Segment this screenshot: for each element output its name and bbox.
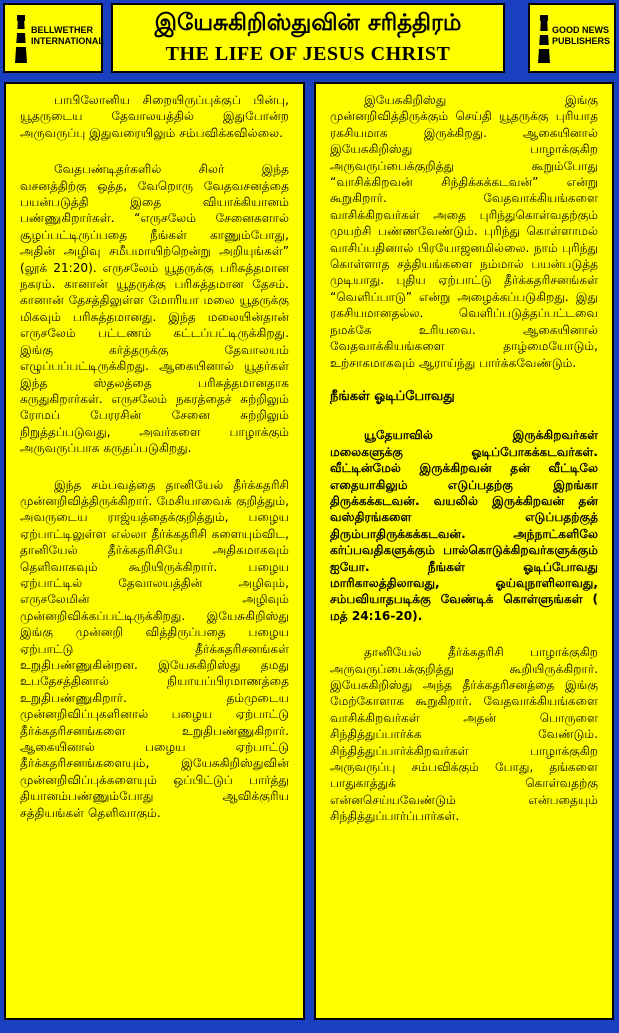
left-paragraph-1: பாபிலோனிய சிறையிருப்புக்குப் பின்பு, யூதருடைய தேவாலயத்தில் இதுபோன்ற அருவருப்பு இதுவரையிலும் சம்பவிக்கவில்லை. [20, 93, 289, 140]
lighthouse-icon [11, 15, 31, 65]
right-paragraph-3: தானியேல் தீர்க்கதரிசி பாழாக்குகிற அருவருப்பைக்குறித்து கூறியிருக்கிறார். இயேசுகிறிஸ்து அந்த தீர்க்கதரிசனத்தை இங்கு மேற்கோளாக கூறுகிறார். வேதவாக்கியங்களை வாசிக்கிறவர்கள் அதன் பொருளை சிந்தித்துப்பார்க்க வேண்டும். சிந்தித்துப்பார்க்கிறவர்கள் பாழாக்குகிற அருவருப்பு சம்பவிக்கும் போது, தங்களை பாதுகாத்துக் கொள்வதற்கு என்னசெய்யவேண்டும் என்பதையும் சிந்தித்துப்பார்ப்பார்கள். [330, 645, 598, 824]
right-logo-line2: PUBLISHERS [552, 36, 611, 46]
header [3, 3, 616, 79]
left-paragraph-2: வேதபண்டிதர்களில் சிலர் இந்த வசனத்திற்கு ஒத்த, வேறொரு வேதவசனத்தை பயன்படுத்தி இதை வியாக்கியானம் பண்ணுகிறார்கள். “எருசலேம் சேனைகளால் சூழப்பட்டிருப்பதை நீங்கள் காணும்போது, அதின் அழிவு சமீபமாயிற்றென்று அறியுங்கள்” (லூக் 21:20). எருசலேம் யூதருக்கு பரிசுத்தமான நகரம். கானான் யூதருக்கு பரிசுத்தமான தேசம். கானான் தேசத்திலுள்ள மோரியா மலை யூதருக்கு மிகவும் பரிசுத்தமானது. இந்த மலையின்தான் எருசலேம் பட்டணம் கட்டப்பட்டிருக்கிறது. இங்கு கர்த்தருக்கு தேவாலயம் எழுப்பப்பட்டிருக்கிறது. ஆகையினால் யூதர்கள் இந்த ஸ்தலத்தை பரிசுத்தமானதாக கருதுகிறார்கள். எருசலேம் நகரத்தைச் சுற்றிலும் ரோமப் பேரரசின் சேனை சுற்றிலும் நிறுத்தப்படுவது, அவர்களை பாழாக்கும் அருவருப்பாக கருதப்படுகிறது. [20, 162, 289, 456]
bellwether-logo [3, 3, 103, 73]
scripture-quote [330, 427, 598, 624]
scripture-reference: ( மத் 24:16-20). [330, 592, 599, 623]
right-paragraph-1: இயேசுகிறிஸ்து இங்கு முன்னறிவித்திருக்கும் செய்தி யூதருக்கு புரியாத ரகசியமாக இருக்கிறது. ஆகையினால் இயேசுகிறிஸ்து பாழாக்குகிற அருவருப்பைக்குறித்து கூறும்போது “வாசிக்கிறவன் சிந்திக்கக்கடவன்” என்று கூறுகிறார். வேதவாக்கியங்களை வாசிக்கிறவர்கள் அதை புரிந்துகொள்வதற்கும் முயற்சி பண்ணவேண்டும். புரிந்து கொள்ளாமல் வாசிப்பதினால் பிரயோஜனமில்லை. நாம் புரிந்து கொள்ளாத சத்தியங்களை நம்மால் பயன்படுத்த முடியாது. புதிய ஏற்பாட்டு தீர்க்கதரிசனங்கள் “வெளிப்பாடு” என்று அழைக்கப்படுகிறது. இது ரகசியமானதல்ல. வெளிப்படுத்தப்பட்டவை நமக்கே உரியவை. ஆகையினால் வேதவாக்கியங்களை தாழ்மையோடும், உற்சாகமாகவும் ஆராய்ந்து பார்க்கவேண்டும். [330, 93, 598, 370]
section-heading: நீங்கள் ஓடிப்போவது [330, 388, 455, 404]
right-logo-line1: GOOD NEWS [552, 25, 610, 35]
left-logo-line1: BELLWETHER [31, 25, 93, 35]
left-column [4, 82, 305, 1020]
right-logo-text [552, 25, 610, 47]
left-paragraph-3: இந்த சம்பவத்தை தானியேல் தீர்க்கதரிசி முன்னறிவித்திருக்கிறார். மேசியாவைக் குறித்தும், அவருடைய ராஜ்யத்தைக்குறித்தும், பழைய ஏற்பாட்டிலுள்ள எல்லா தீர்க்கதரிசி களையும்விட, தானியேல் தீர்க்கதரிசியே அதிகமாகவும் தெளிவாகவும் கூறியிருக்கிறார். பழைய ஏற்பாட்டில் தேவாலயத்தின் அழிவும், எருசலேமின் அழிவும் முன்னறிவிக்கப்பட்டிருக்கிறது. இயேசுகிறிஸ்து இங்கு முன்னறி வித்திருப்பதை பழைய ஏற்பாட்டு தீர்க்கதரிசனங்கள் உறுதிபண்ணுகின்றன. இயேசுகிறிஸ்து தமது உபதேசத்தினால் நியாயப்பிரமாணத்தை உறுதிபண்ணுகிறார். தம்முடைய முன்னறிவிப்புகளினால் பழைய ஏற்பாட்டு தீர்க்கதரிசனங்களை உறுதிபண்ணுகிறார். ஆகையினால் பழைய ஏற்பாட்டு தீர்க்கதரிசனங்களையும், இயேசுகிறிஸ்துவின் முன்னறிவிப்புக்களையும் ஒப்பிட்டுப் பார்த்து தியானம்பண்ணும்போது ஆவிக்குரிய சத்தியங்கள் தெளிவாகும். [20, 477, 289, 820]
title-english: THE LIFE OF JESUS CHRIST [165, 43, 451, 65]
good-news-logo [528, 3, 616, 73]
lighthouse-icon [536, 15, 552, 65]
title-tamil: இயேசுகிறிஸ்துவின் சரித்திரம் [154, 9, 462, 36]
title-box [111, 3, 505, 73]
right-column [314, 82, 614, 1020]
left-logo-line2: INTERNATIONAL [31, 36, 104, 46]
left-logo-text [31, 25, 104, 47]
scripture-text: யூதேயாவில் இருக்கிறவர்கள் மலைகளுக்கு ஓடிப்போகக்கடவர்கள். வீட்டின்மேல் இருக்கிறவன் தன் வீட்டிலே எதையாகிலும் எடுப்பதற்கு இறங்கா திருக்கக்கடவன். வயலில் இருக்கிறவன் தன் வஸ்திரங்களை எடுப்பதற்குத் திரும்பாதிருக்கக்கடவன். அந்நாட்களிலே கர்ப்பவதிகளுக்கும் பால்கொடுக்கிறவர்களுக்கும் ஐயோ. நீங்கள் ஓடிப்போவது மாரிகாலத்திலாவது, ஓய்வுநாளிலாவது, சம்பவியாதபடிக்கு வேண்டிக் கொள்ளுங்கள் [330, 428, 598, 607]
